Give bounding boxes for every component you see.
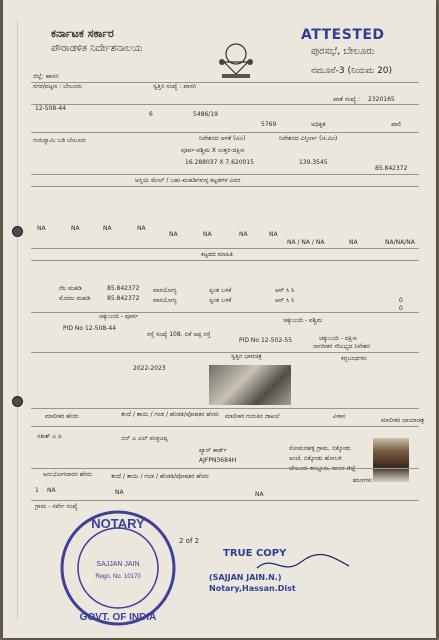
amenity-value: NA <box>103 225 112 232</box>
owner-address-header: ವಿಳಾಸ <box>333 413 346 420</box>
built-area: 85.842372 <box>375 165 408 172</box>
building-caption: ಕಟ್ಟಡದ ಮಾಹಿತಿ <box>201 251 233 258</box>
boundary-south-label: ಚಕ್ಕುಬಂದಿ - ದಕ್ಷಿಣ <box>319 335 357 342</box>
encumbrance-header: ಋಣಗಳು <box>353 477 373 484</box>
department-title: ಪೌರಾಡಳಿತ ನಿರ್ದೇಶನಾಲಯ <box>51 43 143 54</box>
floor-area: 85.842372 <box>107 285 140 292</box>
floor: ನೆಲ ಮಹಡಿ <box>59 285 82 292</box>
page-number: 2 of 2 <box>179 537 200 545</box>
amenity-value: NA <box>169 231 178 238</box>
owner-address-line: ಸೋಮನಹಳ್ಳಿ ಗ್ರಾಮ, ಬಿಕ್ಕೋಡು <box>289 445 351 452</box>
floor-use: ವಾಸಯೋಗ್ಯ <box>153 297 177 304</box>
amenity-value: NA <box>269 231 278 238</box>
notary-name: (SAJJAN JAIN.N.) <box>209 573 282 582</box>
ward-no: 6 <box>149 111 153 118</box>
property-photo <box>209 365 291 405</box>
property-no-label: ಸ್ವತ್ತಿನ ಸಂಖ್ಯೆ : ಖಾಸಗಿ <box>153 83 197 90</box>
rights-relation-header: ತಂದೆ / ತಾಯಿ / ಗಂಡ / ಹೆಂಡತಿ/ಪೋಷಕರ ಹೆಸರು <box>111 473 209 480</box>
attested-stamp: ATTESTED <box>301 27 385 43</box>
floor-extra: 0 <box>399 297 403 304</box>
coords-label: ಪೂರ್ವ-ಪಶ್ಚಿಮ X ಉತ್ತರ-ದಕ್ಷಿಣ <box>181 147 245 154</box>
owner-relation-header: ತಂದೆ / ತಾಯಿ / ಗಂಡ / ಹೆಂಡತಿ/ಪೋಷಕರ ಹೆಸರು <box>121 411 219 418</box>
amenity-value: NA <box>203 231 212 238</box>
floor-construction: ಆರ್ ಸಿ ಸಿ <box>275 297 295 304</box>
owner-place: ಗುರುಸ್ವಾಮಿ ಬಡಿ ಬೇಲೂರು <box>33 137 86 144</box>
amenity-value: NA <box>37 225 46 232</box>
rights-remark: NA <box>255 491 264 498</box>
owner-photo-header: ಮಾಲೀಕರ ಛಾಯಾಚಿತ್ರ <box>381 417 425 424</box>
rights-footer: ಗ್ರಾಮ - ಸರ್ವೇ ಸಂಖ್ಯೆ <box>35 503 78 510</box>
government-title: ಕರ್ನಾಟಕ ಸರ್ಕಾರ <box>51 27 114 40</box>
floor-construction: ಆರ್ ಸಿ ಸಿ <box>275 287 295 294</box>
site-area: 139.3545 <box>299 159 328 166</box>
notary-place: Notary,Hassan.Dist <box>209 584 296 593</box>
true-copy-stamp: TRUE COPY <box>223 548 287 559</box>
owner-pan: AJFPN3684H <box>199 457 237 464</box>
area-label: ನಿವೇಶನದ ಅಳತೆ (ಮೀ) <box>199 135 246 142</box>
owner-photo <box>373 438 409 482</box>
amenities-caption: ಆಸ್ತಿಯ ಮೇಲ್ / ಬಹು-ಮಹಡಿಗಳುಳ್ಳ ಕಟ್ಟಡಗಳ ವಿವರ <box>135 177 241 184</box>
punch-hole <box>12 396 23 407</box>
amenity-value: NA <box>349 239 358 246</box>
property-photo-label: ಸ್ವತ್ತಿನ ಭಾವಚಿತ್ರ <box>231 353 262 360</box>
notary-seal-reg: Regn. No. 10170 <box>95 574 141 580</box>
rights-name-header: ಅನುಭೋಗದಾರರ ಹೆಸರು <box>43 471 93 478</box>
floor-occupancy: ಸ್ವಂತ ಬಳಕೆ <box>209 297 232 304</box>
owner-id-header: ಮಾಲೀಕರ ಗುರುತಿನ ದಾಖಲೆ <box>225 413 280 420</box>
owner-relation: ಬಿನ್ ಎ ಎಲ್ ಪಂಕ್ತಜಪ್ಪ <box>121 435 168 442</box>
floor-occupancy: ಸ್ವಂತ ಬಳಕೆ <box>209 287 232 294</box>
town: ನಗರ/ಪಟ್ಟಣ : ಬೇಲೂರು <box>33 83 82 90</box>
owner-address-line: ಅಂಚೆ, ಬಿಕ್ಕೋಡು ಹೋಬಳಿ <box>289 455 342 462</box>
page-fold <box>17 20 18 620</box>
property-status: ಅಧಿಕೃತ <box>311 121 326 128</box>
form-number: ನಮೂನೆ-3 (ನಿಯಮ 20) <box>311 66 393 76</box>
state-emblem-icon <box>216 40 256 84</box>
khata-no: 2320165 <box>368 96 395 103</box>
boundary-south: ನಾಗರೀಕರ ಸೌಲಭ್ಯದ ನಿವೇಶನ <box>313 343 371 350</box>
notary-seal-icon <box>58 508 178 628</box>
floor-use: ವಾಸಯೋಗ್ಯ <box>153 287 177 294</box>
khata-no-label: ಖಾತೆ ಸಂಖ್ಯೆ : <box>333 96 361 103</box>
owner-address-line <box>289 466 356 473</box>
owner-name-header: ಮಾಲೀಕರ ಹೆಸರು <box>45 413 79 420</box>
amenity-value: NA / NA / NA <box>287 239 325 246</box>
amenity-value: NA/NA/NA <box>385 239 415 246</box>
rights-name: NA <box>47 487 56 494</box>
boundary-east: PID No 12-508-44 <box>63 325 117 332</box>
boundary-north: ರಸ್ತೆ ಸಂಖ್ಯೆ 108, ಬಿಕೆ ಅಪ್ಪ ರಸ್ತೆ <box>147 331 211 338</box>
survey-no: 5486/19 <box>193 111 218 118</box>
encumbrance-label: ಕನ್ಬಬಂಧಗಳು <box>341 355 367 362</box>
boundary-east-label: ಚಕ್ಕುಬಂದಿ - ಪೂರ್ವ <box>99 313 139 320</box>
dimensions: 16.288037 X 7.620015 <box>185 159 254 166</box>
ward-code: 12-508-44 <box>35 105 67 112</box>
area-label-2: ನಿವೇಶನದ ವಿಸ್ತೀರ್ಣ (ಚ.ಮೀ) <box>279 135 338 142</box>
amenity-value: NA <box>137 225 146 232</box>
notary-seal-top: NOTARY <box>91 516 145 531</box>
plot-no: 5769 <box>261 121 277 128</box>
boundary-west-label: ಚಕ್ಕುಬಂದಿ - ಪಶ್ಚಿಮ <box>283 317 323 324</box>
boundary-west: PID No 12-502-55 <box>239 337 293 344</box>
amenity-value: NA <box>239 231 248 238</box>
issuing-office: ಪುರಸಭೆ, ಬೇಲೂರು <box>311 46 375 57</box>
amenity-value: NA <box>71 225 80 232</box>
rights-row-no: 1 <box>35 487 39 494</box>
notary-seal-name: SAJJAN JAIN <box>96 561 140 568</box>
floor: ಮೊದಲ ಮಹಡಿ <box>59 295 91 302</box>
owner-id-type: ಪ್ಯಾನ್ ಕಾರ್ಡ್ <box>199 447 227 454</box>
property-type: ಖಾಲಿ <box>391 121 402 128</box>
rights-relation: NA <box>115 489 124 496</box>
assessment-year: 2022-2023 <box>133 365 166 372</box>
document-sheet <box>3 0 436 638</box>
notary-seal-bottom: GOVT. OF INDIA <box>79 612 157 623</box>
district: ಜಿಲ್ಲೆ: ಹಾಸನ <box>33 73 59 80</box>
punch-hole <box>12 226 23 237</box>
owner-name: ಸತೀಶ್ ಎ ಪಿ <box>37 433 62 440</box>
floor-extra: 0 <box>399 305 403 312</box>
floor-area: 85.842372 <box>107 295 140 302</box>
